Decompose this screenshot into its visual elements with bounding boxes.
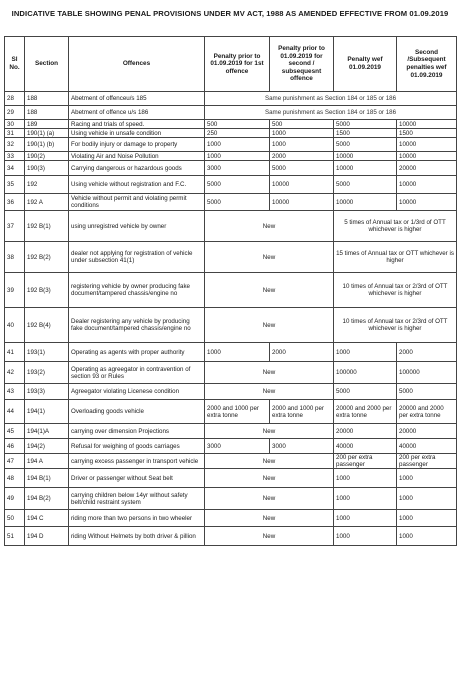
row-section: 192 bbox=[25, 176, 69, 194]
row-sl: 35 bbox=[5, 176, 25, 194]
row-section: 194 B(1) bbox=[25, 469, 69, 488]
row-new-label: New bbox=[205, 424, 334, 439]
row-sl: 49 bbox=[5, 488, 25, 510]
row-penalty-wef: 1000 bbox=[334, 469, 397, 488]
table-row bbox=[5, 176, 457, 194]
row-section: 190(3) bbox=[25, 161, 69, 176]
header-penalty-prior-second: Penalty prior to 01.09.2019 for second / subsequesnt offence bbox=[270, 37, 334, 92]
row-penalty-prior-first: 5000 bbox=[205, 176, 270, 194]
row-offence: using unregistred vehicle by owner bbox=[69, 211, 205, 242]
row-section: 194(1) bbox=[25, 400, 69, 424]
row-penalty-prior-second: 2000 bbox=[270, 343, 334, 362]
row-offence: carrying excess passenger in transport vehicle bbox=[69, 454, 205, 469]
row-sl: 29 bbox=[5, 106, 25, 120]
table-row bbox=[5, 424, 457, 439]
row-penalty-prior-first: 3000 bbox=[205, 161, 270, 176]
row-offence: riding more than two persons in two wheeler bbox=[69, 510, 205, 527]
row-penalty-prior-first: 2000 and 1000 per extra tonne bbox=[205, 400, 270, 424]
row-offence: Abetment of offence u/s 186 bbox=[69, 106, 205, 120]
row-offence: Abetment of offenceu/s 185 bbox=[69, 92, 205, 106]
row-section: 192 B(4) bbox=[25, 308, 69, 343]
row-sl: 42 bbox=[5, 362, 25, 384]
table-row bbox=[5, 343, 457, 362]
row-offence: Agreegator violating Licenese condition bbox=[69, 384, 205, 400]
table-row bbox=[5, 129, 457, 138]
row-new-label: New bbox=[205, 488, 334, 510]
row-second-penalty-wef: 1000 bbox=[397, 510, 457, 527]
row-sl: 50 bbox=[5, 510, 25, 527]
row-offence: carrying children below 14yr without safety belt/child restraint system bbox=[69, 488, 205, 510]
row-sl: 45 bbox=[5, 424, 25, 439]
row-new-label: New bbox=[205, 242, 334, 273]
table-row bbox=[5, 211, 457, 242]
row-sl: 36 bbox=[5, 194, 25, 211]
table-row bbox=[5, 400, 457, 424]
row-second-penalty-wef: 100000 bbox=[397, 362, 457, 384]
row-penalty-wef: 200 per extra passenger bbox=[334, 454, 397, 469]
row-penalty-prior-first: 1000 bbox=[205, 152, 270, 161]
row-offence: Vehicle without permit and violating permit conditions bbox=[69, 194, 205, 211]
table-row bbox=[5, 439, 457, 454]
row-penalty-wef: 5000 bbox=[334, 384, 397, 400]
row-offence: Overloading goods vehicle bbox=[69, 400, 205, 424]
row-second-penalty-wef: 1500 bbox=[397, 129, 457, 138]
row-offence: Operating as agents with proper authority bbox=[69, 343, 205, 362]
row-section: 194(1)A bbox=[25, 424, 69, 439]
row-penalty-wef: 10000 bbox=[334, 152, 397, 161]
row-section: 194(2) bbox=[25, 439, 69, 454]
row-offence: riding Without Helmets by both driver & pillion bbox=[69, 527, 205, 546]
row-new-label: New bbox=[205, 469, 334, 488]
table-row bbox=[5, 308, 457, 343]
row-section: 190(1) (a) bbox=[25, 129, 69, 138]
row-second-penalty-wef: 10000 bbox=[397, 120, 457, 129]
row-section: 194 B(2) bbox=[25, 488, 69, 510]
row-penalty-span: 10 times of Annual tax or 2/3rd of OTT whichever is higher bbox=[334, 308, 457, 343]
table-row bbox=[5, 194, 457, 211]
page-title: INDICATIVE TABLE SHOWING PENAL PROVISIONS UNDER MV ACT, 1988 AS AMENDED EFFECTIVE FROM 01.09.2019 bbox=[11, 9, 449, 18]
row-section: 194 A bbox=[25, 454, 69, 469]
row-penalty-wef: 20000 and 2000 per extra tonne bbox=[334, 400, 397, 424]
row-second-penalty-wef: 40000 bbox=[397, 439, 457, 454]
row-penalty-span: 10 times of Annual tax or 2/3rd of OTT whichever is higher bbox=[334, 273, 457, 308]
row-penalty-prior-second: 3000 bbox=[270, 439, 334, 454]
table-row bbox=[5, 161, 457, 176]
row-sl: 33 bbox=[5, 152, 25, 161]
row-section: 188 bbox=[25, 92, 69, 106]
table-row bbox=[5, 527, 457, 546]
row-sl: 46 bbox=[5, 439, 25, 454]
row-second-penalty-wef: 1000 bbox=[397, 527, 457, 546]
row-penalty-prior-second: 2000 and 1000 per extra tonne bbox=[270, 400, 334, 424]
row-penalty-prior-second: 10000 bbox=[270, 176, 334, 194]
table-row bbox=[5, 510, 457, 527]
row-sl: 32 bbox=[5, 138, 25, 152]
row-second-penalty-wef: 2000 bbox=[397, 343, 457, 362]
row-offence: Operating as agreegator in contravention of section 93 or Rules bbox=[69, 362, 205, 384]
row-second-penalty-wef: 1000 bbox=[397, 469, 457, 488]
row-penalty-prior-first: 1000 bbox=[205, 343, 270, 362]
row-second-penalty-wef: 20000 bbox=[397, 161, 457, 176]
row-section: 193(1) bbox=[25, 343, 69, 362]
row-penalty-wef: 100000 bbox=[334, 362, 397, 384]
row-offence: Using vehicle in unsafe condition bbox=[69, 129, 205, 138]
row-penalty-wef: 5000 bbox=[334, 176, 397, 194]
row-sl: 30 bbox=[5, 120, 25, 129]
row-sl: 38 bbox=[5, 242, 25, 273]
row-penalty-wef: 10000 bbox=[334, 161, 397, 176]
row-sl: 47 bbox=[5, 454, 25, 469]
table-row bbox=[5, 106, 457, 120]
table-row bbox=[5, 469, 457, 488]
table-row bbox=[5, 384, 457, 400]
row-sl: 41 bbox=[5, 343, 25, 362]
header-second-penalty-wef: Second /Subsequent penalties wef 01.09.2019 bbox=[397, 37, 457, 92]
row-new-label: New bbox=[205, 211, 334, 242]
row-offence: Using vehicle without registration and F.C. bbox=[69, 176, 205, 194]
row-section: 188 bbox=[25, 106, 69, 120]
row-offence: registering vehicle by owner producing fake document/tampered chassis/engine no bbox=[69, 273, 205, 308]
penalty-table bbox=[4, 36, 457, 546]
row-new-label: New bbox=[205, 362, 334, 384]
header-sl: Sl No. bbox=[5, 37, 25, 92]
row-same-punishment: Same punishment as Section 184 or 185 or 186 bbox=[205, 92, 457, 106]
row-penalty-prior-second: 1000 bbox=[270, 129, 334, 138]
row-sl: 28 bbox=[5, 92, 25, 106]
row-offence: dealer not applying for registration of vehicle under subsection 41(1) bbox=[69, 242, 205, 273]
row-penalty-wef: 1000 bbox=[334, 343, 397, 362]
row-section: 194 C bbox=[25, 510, 69, 527]
row-section: 192 A bbox=[25, 194, 69, 211]
table-row bbox=[5, 488, 457, 510]
row-sl: 48 bbox=[5, 469, 25, 488]
row-new-label: New bbox=[205, 510, 334, 527]
row-penalty-prior-first: 250 bbox=[205, 129, 270, 138]
row-penalty-wef: 5000 bbox=[334, 120, 397, 129]
row-sl: 44 bbox=[5, 400, 25, 424]
header-penalty-prior-first: Penalty prior to 01.09.2019 for 1st offence bbox=[205, 37, 270, 92]
row-penalty-prior-second: 5000 bbox=[270, 161, 334, 176]
row-penalty-prior-first: 500 bbox=[205, 120, 270, 129]
header-offences: Offences bbox=[69, 37, 205, 92]
row-new-label: New bbox=[205, 308, 334, 343]
row-section: 193(3) bbox=[25, 384, 69, 400]
table-row bbox=[5, 120, 457, 129]
row-second-penalty-wef: 10000 bbox=[397, 176, 457, 194]
row-new-label: New bbox=[205, 273, 334, 308]
row-offence: carrying over dimension Projections bbox=[69, 424, 205, 439]
row-penalty-prior-second: 500 bbox=[270, 120, 334, 129]
row-second-penalty-wef: 1000 bbox=[397, 488, 457, 510]
row-section: 192 B(1) bbox=[25, 211, 69, 242]
row-offence: Refusal for weighing of goods carriages bbox=[69, 439, 205, 454]
row-second-penalty-wef: 10000 bbox=[397, 194, 457, 211]
row-offence: Racing and trials of speed. bbox=[69, 120, 205, 129]
header-penalty-wef: Penalty wef 01.09.2019 bbox=[334, 37, 397, 92]
row-penalty-prior-first: 5000 bbox=[205, 194, 270, 211]
row-penalty-span: 15 times of Annual tax or OTT whichever is higher bbox=[334, 242, 457, 273]
row-new-label: New bbox=[205, 384, 334, 400]
row-penalty-prior-second: 1000 bbox=[270, 138, 334, 152]
row-penalty-prior-first: 3000 bbox=[205, 439, 270, 454]
row-penalty-prior-second: 10000 bbox=[270, 194, 334, 211]
row-section: 190(2) bbox=[25, 152, 69, 161]
row-penalty-prior-first: 1000 bbox=[205, 138, 270, 152]
row-penalty-wef: 1000 bbox=[334, 527, 397, 546]
row-second-penalty-wef: 10000 bbox=[397, 152, 457, 161]
row-second-penalty-wef: 20000 and 2000 per extra tonne bbox=[397, 400, 457, 424]
table-row bbox=[5, 92, 457, 106]
row-offence: For bodily injury or damage to property bbox=[69, 138, 205, 152]
row-sl: 43 bbox=[5, 384, 25, 400]
row-second-penalty-wef: 5000 bbox=[397, 384, 457, 400]
table-row bbox=[5, 152, 457, 161]
row-offence: Carrying dangerous or hazardous goods bbox=[69, 161, 205, 176]
row-section: 190(1) (b) bbox=[25, 138, 69, 152]
row-second-penalty-wef: 10000 bbox=[397, 138, 457, 152]
row-new-label: New bbox=[205, 454, 334, 469]
row-penalty-span: 5 times of Annual tax or 1/3rd of OTT whichever is higher bbox=[334, 211, 457, 242]
row-penalty-wef: 1500 bbox=[334, 129, 397, 138]
row-penalty-wef: 5000 bbox=[334, 138, 397, 152]
row-penalty-wef: 1000 bbox=[334, 510, 397, 527]
row-offence: Violating Air and Noise Pollution bbox=[69, 152, 205, 161]
row-section: 194 D bbox=[25, 527, 69, 546]
row-sl: 39 bbox=[5, 273, 25, 308]
row-same-punishment: Same punishment as Section 184 or 185 or 186 bbox=[205, 106, 457, 120]
row-penalty-wef: 40000 bbox=[334, 439, 397, 454]
row-section: 192 B(3) bbox=[25, 273, 69, 308]
table-row bbox=[5, 273, 457, 308]
row-sl: 37 bbox=[5, 211, 25, 242]
row-second-penalty-wef: 200 per extra passenger bbox=[397, 454, 457, 469]
row-penalty-wef: 20000 bbox=[334, 424, 397, 439]
row-sl: 51 bbox=[5, 527, 25, 546]
row-section: 189 bbox=[25, 120, 69, 129]
table-row bbox=[5, 454, 457, 469]
row-offence: Dealer registering any vehicle by producing fake document/tampered chassis/engine no bbox=[69, 308, 205, 343]
row-penalty-wef: 1000 bbox=[334, 488, 397, 510]
row-section: 193(2) bbox=[25, 362, 69, 384]
row-penalty-prior-second: 2000 bbox=[270, 152, 334, 161]
table-row bbox=[5, 138, 457, 152]
row-penalty-wef: 10000 bbox=[334, 194, 397, 211]
row-sl: 34 bbox=[5, 161, 25, 176]
row-second-penalty-wef: 20000 bbox=[397, 424, 457, 439]
table-row bbox=[5, 242, 457, 273]
row-new-label: New bbox=[205, 527, 334, 546]
table-row bbox=[5, 362, 457, 384]
row-section: 192 B(2) bbox=[25, 242, 69, 273]
row-sl: 31 bbox=[5, 129, 25, 138]
header-section: Section bbox=[25, 37, 69, 92]
row-sl: 40 bbox=[5, 308, 25, 343]
row-offence: Driver or passenger without Seat belt bbox=[69, 469, 205, 488]
